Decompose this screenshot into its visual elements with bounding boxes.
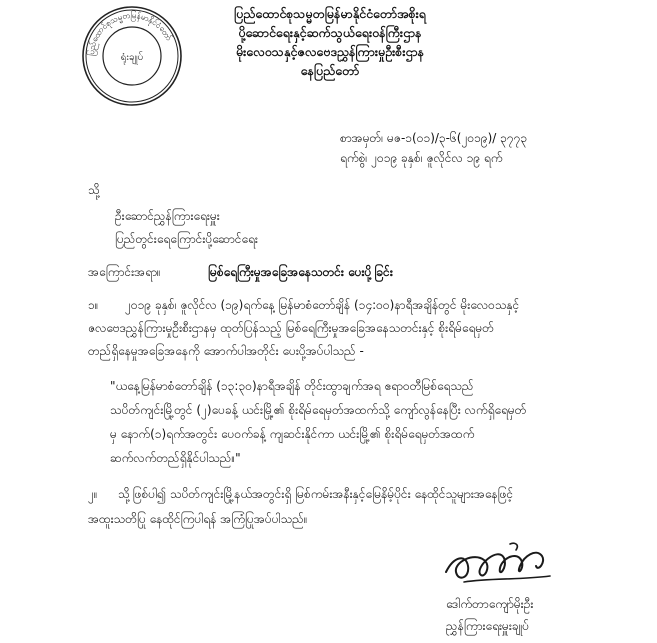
para1-line-2: ဇလဗေဒညွှန်ကြားမှုဦးစီးဌာနမှ ထုတ်ပြန်သည့် မြစ်ရေကြီးမှုအခြေအနေသတင်းနှင့် စိုးရိမ်ရေမှတ် (88, 321, 494, 335)
office-seal (80, 4, 184, 108)
para1-line-3: တည်ရှိနေမှုအခြေအနေကို အောက်ပါအတိုင်း ပေးပို့အပ်ပါသည် - (88, 344, 364, 358)
para1-number: ၁။ (88, 298, 99, 312)
subject-label: အကြောင်းအရာ။ (88, 265, 161, 279)
quote-line-3: မှ နောက်(၁)ရက်အတွင်း ပေ၀က်ခန့် ကျဆင်းနိုင်ကာ ယင်းမြို့၏ စိုးရိမ်ရေမှတ်အထက် (110, 427, 475, 441)
header-city: နေပြည်တော် (300, 63, 360, 78)
quote-line-4: ဆက်လက်တည်ရှိနိုင်ပါသည်။" (110, 451, 241, 465)
seal-center-text: ရုံးချုပ် (120, 52, 144, 63)
addressee-title: ဦးဆောင်ညွှန်ကြားရေးမှူး (115, 209, 220, 223)
signatory-title: ညွှန်ကြားရေးမှူးချုပ် (446, 619, 530, 633)
signatory-name: ဒေါက်တာကျော်မိုးဦး (446, 597, 534, 611)
letter-date: ရက်စွဲ၊ ၂၀၁၉ ခုနှစ်၊ ဇူလိုင်လ ၁၉ ရက် (340, 151, 503, 165)
subject-text: မြစ်ရေကြီးမှုအခြေအနေသတင်း ပေးပို့ခြင်း (208, 265, 393, 279)
quote-line-1: "ယနေ့မြန်မာစံတော်ချိန် (၁၃:၃၀)နာရီအချိန် တိုင်းထွာချက်အရ ဧရာဝတီမြစ်ရေသည် (110, 379, 474, 393)
header-ministry: ပို့ဆောင်ရေးနှင့်ဆက်သွယ်ရေးဝန်ကြီးဌာန (238, 25, 422, 40)
header-department: မိုးလေဝသနှင့်ဇလဗေဒညွှန်ကြားမှုဦးစီးဌာန (235, 44, 425, 59)
handwritten-signature (440, 538, 558, 590)
para1-line-1: ၂၀၁၉ ခုနှစ်၊ ဇူလိုင်လ (၁၉)ရက်နေ့ မြန်မာစံတော်ချိန် (၁၄:၀၀)နာရီအချိန်တွင် မိုးလေဝသနှင့် (125, 298, 520, 312)
addressee-office: ပြည်တွင်းရေကြောင်းပို့ဆောင်ရေး (115, 232, 258, 246)
para2-line-1: သို့ဖြစ်ပါ၍ သပိတ်ကျင်းမြို့နယ်အတွင်းရှိ မြစ်ကမ်းအနီးနှင့်မြေနိမ့်ပိုင်း နေထိုင်သူများအနေဖြင့် (118, 487, 514, 501)
quote-line-2: သပိတ်ကျင်းမြို့တွင် (၂)ပေခန့် ယင်းမြို့၏ စိုးရိမ်ရေမှတ်အထက်သို့ ကျော်လွန်နေပြီး လက်ရှိရေမှတ် (110, 403, 527, 417)
reference-number: စာအမှတ်၊ မဇ-၁(၀၁)/၃-၆(၂၀၁၉)/ ၃၇၇၃ (340, 131, 528, 145)
to-label: သို့ (88, 183, 100, 197)
seal-ring-text: ပြည်ထောင်စုသမ္မတမြန်မာနိုင်ငံတော် (86, 10, 174, 57)
para2-line-2: အထူးသတိပြု နေထိုင်ကြပါရန် အကြံပြုအပ်ပါသည်။ (88, 512, 308, 526)
header-government: ပြည်ထောင်စုသမ္မတမြန်မာနိုင်ငံတော်အစိုးရ (234, 6, 426, 21)
para2-number: ၂။ (88, 487, 98, 501)
